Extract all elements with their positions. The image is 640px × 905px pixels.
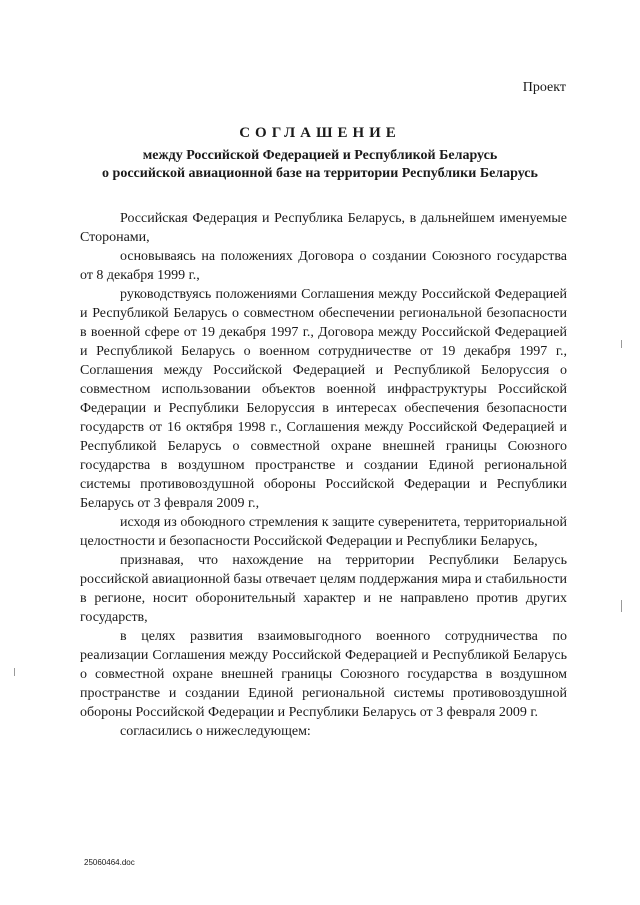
paragraph-purpose: в целях развития взаимовыгодного военного сотрудничества по реализации Соглашения между Российской Федерацией и Республикой Беларусь о совместной охране внешней границы Союзного государства в воздушном пространстве и создании Единой региональной системы противовоздушной обороны Российской Федерации и Республики Беларусь от 3 февраля 2009 г. <box>80 629 567 720</box>
document-body <box>80 209 567 741</box>
paragraph-proceeding: исходя из обоюдного стремления к защите суверенитета, территориальной целостности и безопасности Российской Федерации и Республики Беларусь, <box>80 515 567 549</box>
subtitle-line: между Российской Федерацией и Республикой Беларусь <box>142 148 498 163</box>
scan-mark <box>621 600 622 612</box>
paragraph-preamble: Российская Федерация и Республика Беларусь, в дальнейшем именуемые Сторонами, <box>80 211 567 245</box>
scan-mark <box>621 340 622 348</box>
paragraph-agreed: согласились о нижеследующем: <box>120 724 311 739</box>
paragraph-basis: основываясь на положениях Договора о создании Союзного государства от 8 декабря 1999 г., <box>80 249 567 283</box>
file-code: 25060464.doc <box>84 858 135 867</box>
draft-label: Проект <box>522 80 566 95</box>
scan-mark <box>14 668 15 676</box>
subtitle-line: о российской авиационной базе на территории Республики Беларусь <box>102 166 538 181</box>
paragraph-recognizing: признавая, что нахождение на территории Республики Беларусь российской авиационной базы отвечает целям поддержания мира и стабильности в регионе, носит оборонительный характер и не направлено против других государств, <box>80 553 568 625</box>
document-title: СОГЛАШЕНИЕ <box>239 125 401 141</box>
paragraph-guided-by: руководствуясь положениями Соглашения между Российской Федерацией и Республикой Беларусь о совместном обеспечении региональной безопасности в военной сфере от 19 декабря 1997 г., Договора между Российской Федерацией и Республикой Беларусь о военном сотрудничестве от 19 декабря 1997 г., Соглашения между Российской Федерацией и Республикой Белоруссия о совместном использовании объектов военной инфраструктуры Российской Федерации и Республики Белоруссия в интересах обеспечения безопасности государств от 16 октября 1998 г., Соглашения между Российской Федерацией и Республикой Беларусь о совместной охране внешней границы Союзного государства в воздушном пространстве и создании Единой региональной системы противовоздушной обороны Российской Федерации и Республики Беларусь от 3 февраля 2009 г., <box>80 287 567 511</box>
document-subtitle <box>60 147 580 183</box>
